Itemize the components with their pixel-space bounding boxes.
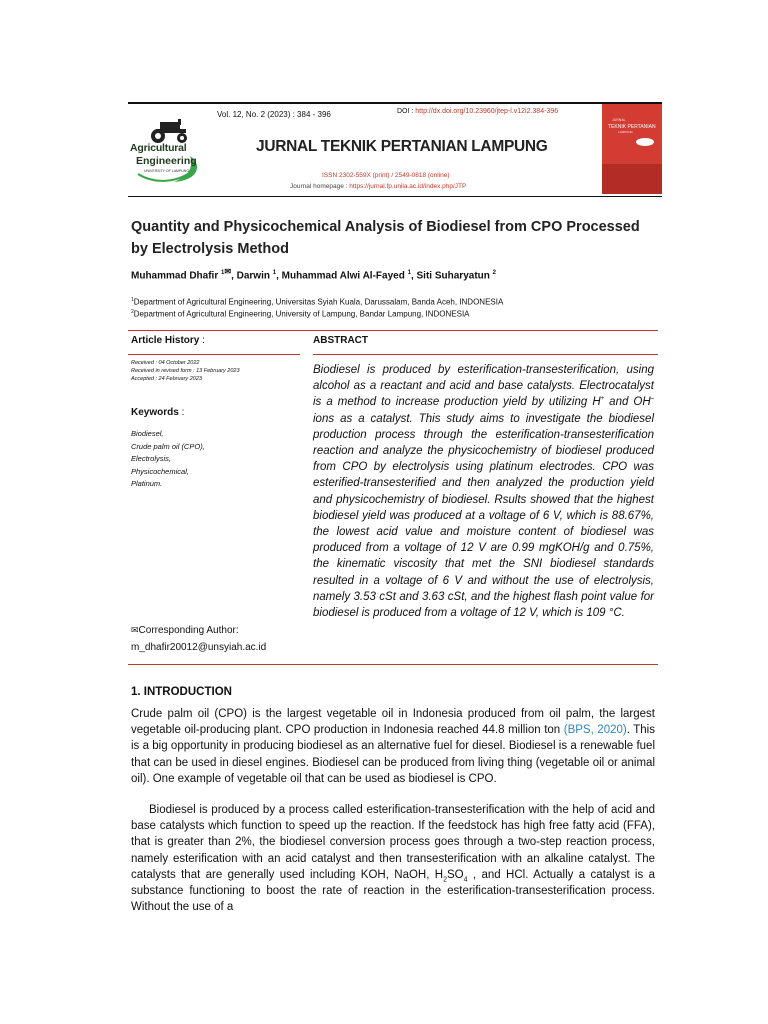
divider-rule [128,330,658,331]
doi-link[interactable]: http://dx.doi.org/10.23960/jtep-l.v12i2.384-396 [415,108,559,115]
cover-text-jurnal: JURNAL [612,118,626,122]
logo-text-agricultural: Agricultural [130,142,187,154]
citation-link[interactable]: (BPS, 2020) [563,724,627,737]
volume-info: Vol. 12, No. 2 (2023) : 384 - 396 [217,110,331,119]
article-title: Quantity and Physicochemical Analysis of Biodiesel from CPO Processed by Electrolysis Method [131,219,640,257]
author-name: Muhammad Dhafir [131,270,219,282]
homepage-link[interactable]: https://jurnal.fp.unila.ac.id/index.php/JTP [349,183,467,190]
journal-logo [130,118,204,188]
cover-text-title: TEKNIK PERTANIAN [608,124,656,130]
logo-text-university: UNIVERSITY OF LAMPUNG [144,169,190,173]
author-list: Muhammad Dhafir $^{1✉}$, Darwin $^1$, Muhammad Alwi Al-Fayed $^1$, Siti Suharyatun $^2$ [131,267,496,282]
header-bottom-rule [128,196,662,197]
mail-icon: ✉ [224,267,232,276]
header-top-rule [128,102,662,104]
intro-paragraph-1: Crude palm oil (CPO) is the largest vegetable oil in Indonesia produced from oil palm, the largest vegetable oil-producing plant. CPO production in Indonesia reached 44.8 million ton (BPS, 2020). This is a big opportunity in producing biodiesel as an alternative fuel for diesel. Biodiesel is a renewable fuel that can be used in diesel engines. Biodiesel can be produced from living thing (vegetable oil or animal oil). One example of vegetable oil that can be used as biodiesel is CPO. [131,708,655,785]
cover-text-lampung: LAMPUNG [618,130,633,134]
history-revised: Received in revised form : 13 February 2023 [131,368,240,374]
homepage-label: Journal homepage : [290,183,350,190]
author-affil-sup: 2 [492,270,496,276]
author-affil-sup: 1✉ [221,267,232,276]
mail-icon: ✉ [131,625,139,635]
intro-paragraph-2: Biodiesel is produced by a process called esterification-transesterification with the help of acid and base catalysts which function to speed up the reaction. If the feedstock has high free fatty acid (FFA), that is greater than 2%, the biodiesel conversion process goes through a two-step reaction process, namely esterification with an acid catalyst and then transesterification with an alkaline catalyst. The catalysts that are generally used including KOH, NaOH, $H_2SO_4$ , and HCl. Actually a catalyst is a substance functioning to boost the rate of reaction in the esterification-transesterification process. Without the use of a [131,804,655,914]
journal-cover-thumbnail [602,104,662,194]
author-affil-sup: 1 [272,270,277,276]
divider-rule [128,354,300,355]
affiliation: $^2$Department of Agricultural Engineering, University of Lampung, Bandar Lampung, INDONESIA [131,309,470,319]
author-name: Darwin [236,270,270,282]
article-history-label: Article History : [131,335,205,346]
history-accepted: Accepted : 24 February 2023 [131,376,202,382]
doi-line [397,108,558,115]
keywords-label: Keywords : [131,407,185,418]
keyword-item: Platinum. [131,479,163,488]
abstract-label: ABSTRACT [313,335,368,346]
keyword-item: Crude palm oil (CPO), [131,441,205,451]
journal-title: JURNAL TEKNIK PERTANIAN LAMPUNG [256,138,548,155]
author-name: Siti Suharyatun [416,270,490,282]
journal-homepage [290,183,466,190]
divider-rule [128,664,658,665]
corresponding-label: Corresponding Author: [138,625,239,636]
tractor-icon [138,118,198,144]
logo-text-engineering: Engineering [136,155,197,167]
keyword-list [131,428,205,491]
affiliation: $^1$Department of Agricultural Engineering, Universitas Syiah Kuala, Darussalam, Banda Aceh, INDONESIA [131,297,504,307]
keyword-item: Biodiesel, [131,429,164,438]
section-heading-introduction: 1. INTRODUCTION [131,686,232,698]
article-history-dates [131,359,240,383]
divider-rule [313,354,658,355]
issn: ISSN 2302-559X (print) / 2549-0818 (online) [322,172,450,179]
corresponding-email[interactable]: m_dhafir20012@unsyiah.ac.id [131,642,267,653]
corresponding-author [131,622,266,656]
author-name: Muhammad Alwi Al-Fayed [281,270,405,282]
keyword-item: Physicochemical, [131,466,189,476]
doi-label: DOI : [397,108,416,115]
author-affil-sup: 1 [407,270,411,276]
abstract-text: Biodiesel is produced by esterification-transesterification, using alcohol as a reactant and acid and base catalysts. Electrocatalyst is a method to increase production yield by utilizing H+ and OH– ions as a catalyst. This study aims to investigate the biodiesel production process through the esterification-transesterification reaction and analyze the physicochemistry of biodiesel produced from CPO by electrolysis using platinum electrodes. CPO was esterified-transesterified and then analyzed the production yield and physicochemistry of biodiesel. Rsults showed that the highest biodiesel yield was produced at a voltage of 6 V, which is 88.67%, the lowest acid value and moisture content of biodiesel was produced from a voltage of 12 V are 0.99 mgKOH/g and 0.75%, the kinematic viscosity that met the SNI biodiesel standards resulted in a voltage of 6 V and without the use of electrolysis, namely 3.53 cSt and 3.63 cSt, and the highest flash point value for biodiesel is produced from a voltage of 12 V, which is 109 °C. [313,364,654,620]
history-received: Received : 04 October 2022 [131,360,200,366]
cover-badge [636,138,654,146]
cover-band [602,164,662,194]
keyword-item: Electrolysis, [131,454,172,463]
